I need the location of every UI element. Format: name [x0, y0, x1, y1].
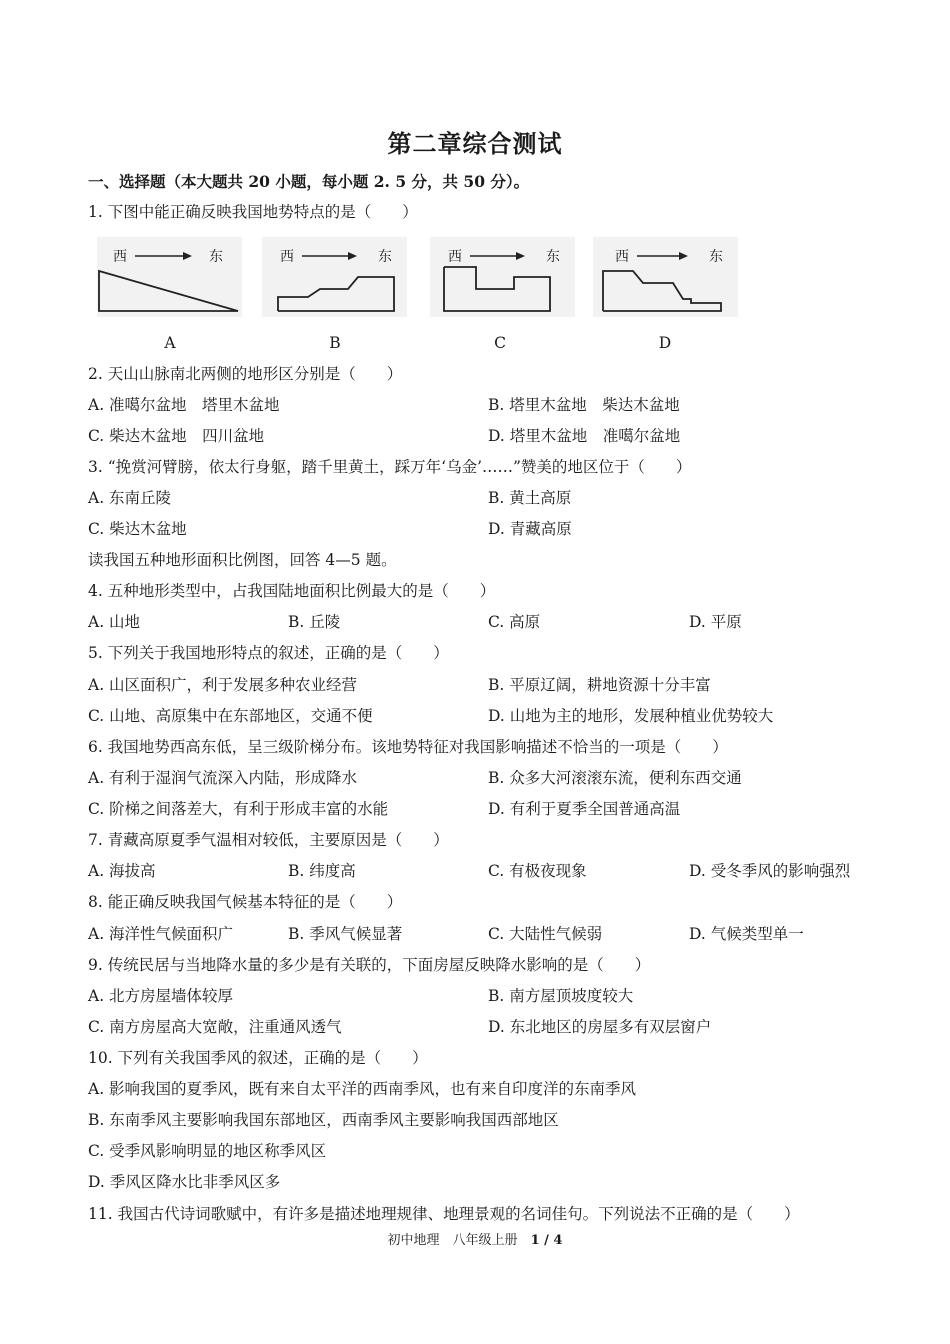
option-a: A. 山区面积广，利于发展多种农业经营 [88, 676, 358, 694]
question-8: 8. 能正确反映我国气候基本特征的是（ ） [88, 893, 403, 911]
option-d: D. 平原 [689, 613, 742, 631]
option-d: D. 山地为主的地形，发展种植业优势较大 [488, 707, 774, 725]
question-6-options-row-1 [88, 768, 878, 788]
question-7: 7. 青藏高原夏季气温相对较低，主要原因是（ ） [88, 831, 449, 849]
question-5-options-row-2 [88, 706, 878, 726]
option-d: D. 有利于夏季全国普通高温 [488, 800, 681, 818]
question-3-options-row-2 [88, 519, 878, 539]
question-2: 2. 天山山脉南北两侧的地形区分别是（ ） [88, 365, 403, 383]
question-9-options-row-1 [88, 986, 878, 1006]
option-c: C. 高原 [488, 613, 541, 631]
question-2-options-row-2 [88, 426, 878, 446]
option-c: C. 柴达木盆地 [88, 520, 187, 538]
option-b: B. 塔里木盆地 柴达木盆地 [488, 396, 680, 414]
page-footer [0, 1229, 950, 1248]
question-3-options-row-1 [88, 488, 878, 508]
option-b: B. 黄土高原 [488, 489, 572, 507]
figure-a-label: A [164, 334, 176, 352]
figure-d-east: 东 [709, 249, 723, 265]
figure-b-west: 西 [280, 249, 294, 265]
question-4-options [88, 612, 878, 632]
question-5-options-row-1 [88, 675, 878, 695]
option-a: A. 海拔高 [88, 862, 156, 880]
footer-text: 初中地理 八年级上册 [387, 1233, 531, 1248]
question-6-options-row-2 [88, 799, 878, 819]
option-a: A. 北方房屋墙体较厚 [88, 987, 234, 1005]
question-6: 6. 我国地势西高东低，呈三级阶梯分布。该地势特征对我国影响描述不恰当的一项是（ ） [88, 738, 728, 756]
figure-c-label: C [494, 334, 506, 352]
question-9: 9. 传统民居与当地降水量的多少是有关联的，下面房屋反映降水影响的是（ ） [88, 956, 651, 974]
option-d: D. 青藏高原 [488, 520, 572, 538]
option-b: B. 纬度高 [288, 862, 356, 880]
option-b: B. 季风气候显著 [288, 925, 403, 943]
figure-b [262, 237, 407, 317]
page-title: 第二章综合测试 [387, 129, 563, 158]
figure-b-east: 东 [378, 249, 392, 265]
option-a: A. 有利于湿润气流深入内陆，形成降水 [88, 769, 358, 787]
question-10-option-b: B. 东南季风主要影响我国东部地区，西南季风主要影响我国西部地区 [88, 1111, 559, 1129]
question-10-option-d: D. 季风区降水比非季风区多 [88, 1173, 281, 1191]
page-number: 1 / 4 [530, 1233, 563, 1248]
figure-c [430, 237, 575, 317]
question-2-options-row-1 [88, 395, 878, 415]
option-b: B. 丘陵 [288, 613, 341, 631]
question-4: 4. 五种地形类型中，占我国陆地面积比例最大的是（ ） [88, 582, 496, 600]
question-8-options [88, 924, 878, 944]
question-7-options [88, 861, 878, 881]
figure-d-label: D [658, 334, 672, 352]
option-b: B. 平原辽阔，耕地资源十分丰富 [488, 676, 711, 694]
option-c: C. 山地、高原集中在东部地区，交通不便 [88, 707, 373, 725]
option-d: D. 受冬季风的影响强烈 [689, 862, 851, 880]
figure-c-west: 西 [448, 249, 462, 265]
question-10-option-c: C. 受季风影响明显的地区称季风区 [88, 1142, 327, 1160]
option-a: A. 东南丘陵 [88, 489, 172, 507]
option-c: C. 阶梯之间落差大，有利于形成丰富的水能 [88, 800, 389, 818]
figure-d [593, 237, 738, 317]
question-10-option-a: A. 影响我国的夏季风，既有来自太平洋的西南季风，也有来自印度洋的东南季风 [88, 1080, 637, 1098]
option-d: D. 东北地区的房屋多有双层窗户 [488, 1018, 712, 1036]
figure-a [97, 237, 242, 317]
option-c: C. 南方房屋高大宽敞，注重通风透气 [88, 1018, 342, 1036]
figure-a-east: 东 [209, 249, 223, 265]
question-11: 11. 我国古代诗词歌赋中，有许多是描述地理规律、地理景观的名词佳句。下列说法不正确的是（ ） [88, 1205, 800, 1223]
option-d: D. 气候类型单一 [689, 925, 804, 943]
option-a: A. 准噶尔盆地 塔里木盆地 [88, 396, 280, 414]
question-3: 3. “挽赏河臂膀，依太行身躯，踏千里黄土，踩万年‘乌金’……”赞美的地区位于（ ） [88, 458, 692, 476]
figure-c-east: 东 [546, 249, 560, 265]
option-c: C. 柴达木盆地 四川盆地 [88, 427, 265, 445]
option-c: C. 大陆性气候弱 [488, 925, 603, 943]
figure-b-label: B [329, 334, 341, 352]
option-b: B. 南方屋顶坡度较大 [488, 987, 634, 1005]
reading-instruction: 读我国五种地形面积比例图，回答 4—5 题。 [88, 551, 397, 569]
question-5: 5. 下列关于我国地形特点的叙述，正确的是（ ） [88, 644, 449, 662]
option-a: A. 海洋性气候面积广 [88, 925, 234, 943]
section-heading: 一、选择题（本大题共 20 小题，每小题 2. 5 分，共 50 分）。 [88, 172, 530, 191]
option-c: C. 有极夜现象 [488, 862, 587, 880]
question-10: 10. 下列有关我国季风的叙述，正确的是（ ） [88, 1049, 428, 1067]
question-1: 1. 下图中能正确反映我国地势特点的是（ ） [88, 203, 418, 221]
figure-a-west: 西 [113, 249, 127, 265]
figure-d-west: 西 [615, 249, 629, 265]
option-b: B. 众多大河滚滚东流，便利东西交通 [488, 769, 742, 787]
option-a: A. 山地 [88, 613, 141, 631]
question-9-options-row-2 [88, 1017, 878, 1037]
option-d: D. 塔里木盆地 准噶尔盆地 [488, 427, 681, 445]
